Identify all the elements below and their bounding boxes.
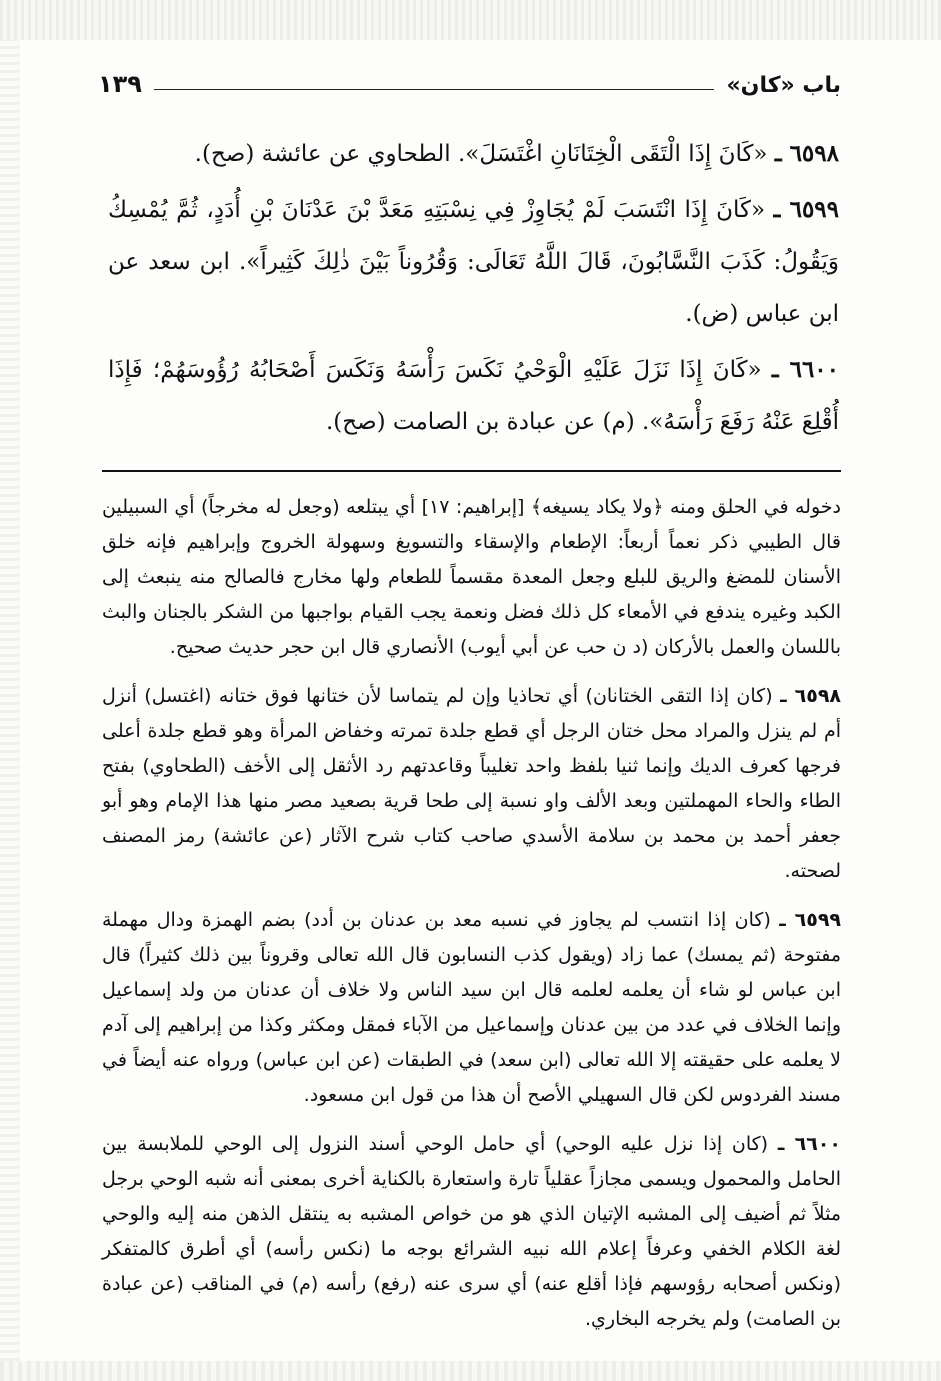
- hadith-number: ٦٥٩٨ ـ: [774, 140, 839, 167]
- footnote-number: ٦٥٩٩ ـ: [779, 909, 842, 931]
- hadith-number: ٦٥٩٩ ـ: [773, 196, 840, 223]
- hadith-entries: [108, 128, 839, 452]
- hadith-text: «كَانَ إِذَا نَزَلَ عَلَيْهِ الْوَحْيُ نَكَسَ رَأْسَهُ وَنَكَسَ أَصْحَابُهُ رُؤُوسَهُمْ؛ فَإِذَا أُقْلِعَ عَنْهُ رَفَعَ رَأْسَهُ».: [108, 357, 839, 435]
- scan-edge-bottom: [0, 1361, 941, 1381]
- footnote-paragraph: [102, 903, 841, 1113]
- footnote-paragraph: [102, 679, 841, 889]
- commentary-footnotes: [102, 490, 841, 1351]
- footnote-text: (كان إذا نزل عليه الوحي) أي حامل الوحي أسند النزول إلى الوحي للملابسة بين الحامل والمحمول ويسمى مجازاً عقلياً تارة واستعارة بالكناية أخرى بمعنى أنه شبه الوحي برجل مثلاً ثم أضيف إلى المشبه الإتيان الذي هو من خواص المشبه به ينتقل الذهن منه إليه والوحي لغة الكلام الخفي وعرفاً إعلام الله نبيه الشرائع بوجه ما (نكس رأسه) أي أطرق كالمتفكر (ونكس أصحابه رؤوسهم فإذا أقلع عنه) أي سرى عنه (رفع) رأسه (م) في المناقب (عن عبادة بن الصامت) ولم يخرجه البخاري.: [102, 1133, 841, 1330]
- footnote-text: دخوله في الحلق ومنه ﴿ولا يكاد يسيغه﴾ [إبراهيم: ١٧] أي يبتلعه (وجعل له مخرجاً) أي السبيلين قال الطيبي ذكر نعماً أربعاً: الإطعام والإسقاء والتسويغ وسهولة الخروج وإبراهيم فإنه خلق الأسنان للمضغ والريق للبلع وجعل المعدة مقسماً للطعام ولها مخارج فالصالح منه ينبعث إلى الكبد وغيره يندفع في الأمعاء كل ذلك فضل ونعمة يجب القيام بواجبها من الشكر بالجنان والبث باللسان والعمل بالأركان (د ن حب عن أبي أيوب) الأنصاري قال ابن حجر حديث صحيح.: [102, 496, 841, 658]
- scan-edge-left: [0, 40, 20, 1361]
- footnote-paragraph: [102, 490, 841, 665]
- footnote-text: (كان إذا التقى الختانان) أي تحاذيا وإن لم يتماسا لأن ختانها فوق ختانه (اغتسل) أنزل أم لم ينزل والمراد محل ختان الرجل أي قطع جلدة تمرته وخفاض المرأة وهو قطع جلدة أعلى فرجها كعرف الديك وإنما ثنيا بلفظ واحد تغليباً وقاعدتهم رد الأثقل إلى الأخف (الطحاوي) بفتح الطاء والحاء المهملتين وبعد الألف واو نسبة إلى طحا قرية بصعيد مصر منها هذا الإمام وهو أبو جعفر أحمد بن محمد بن سلامة الأسدي صاحب كتاب شرح الآثار (عن عائشة) رمز المصنف لصحته.: [102, 685, 841, 882]
- footnote-divider: [102, 470, 841, 472]
- running-header: [98, 62, 841, 98]
- hadith-entry: [108, 184, 839, 340]
- hadith-source: الطحاوي عن عائشة (صح).: [194, 141, 451, 167]
- hadith-number: ٦٦٠٠ ـ: [771, 356, 840, 383]
- hadith-text: «كَانَ إِذَا انْتَسَبَ لَمْ يُجَاوِزْ فِي نِسْبَتِهِ مَعَدَّ بْنَ عَدْنَانَ بْنِ أُدَدٍ، ثُمَّ يُمْسِكُ وَيَقُولُ: كَذَبَ النَّسَّابُونَ، قَالَ اللَّهُ تَعَالَى: وَقُرُوناً بَيْنَ ذٰلِكَ كَثِيراً».: [108, 197, 840, 275]
- hadith-source: ابن سعد عن ابن عباس (ض).: [108, 249, 839, 327]
- header-rule: [154, 89, 715, 90]
- hadith-text: «كَانَ إِذَا الْتَقَى الْخِتَانَانِ اغْتَسَلَ».: [458, 141, 768, 167]
- footnote-number: ٦٦٠٠ ـ: [777, 1133, 841, 1155]
- hadith-source: (م) عن عبادة بن الصامت (صح).: [325, 409, 635, 435]
- footnote-paragraph: [102, 1127, 841, 1337]
- page-number: ١٣٩: [98, 70, 142, 98]
- footnote-number: ٦٥٩٨ ـ: [780, 685, 842, 707]
- scan-edge-top: [0, 0, 941, 40]
- hadith-entry: [108, 128, 839, 180]
- hadith-entry: [108, 344, 839, 448]
- chapter-title: باب «كان»: [726, 73, 841, 98]
- footnote-text: (كان إذا انتسب لم يجاوز في نسبه معد بن عدنان بن أدد) بضم الهمزة ودال مهملة مفتوحة (ثم يمسك) عما زاد (ويقول كذب النسابون قال الله تعالى وقروناً بين ذلك كثيراً) قال ابن عباس لو شاء أن يعلمه لعلمه قال ابن سيد الناس ولا خلاف أن عدنان من ولد إسماعيل وإنما الخلاف في عدد من بين عدنان وإسماعيل من الآباء فمقل ومكثر وكذا من إبراهيم إلى آدم لا يعلمه على حقيقته إلا الله تعالى (ابن سعد) في الطبقات (عن ابن عباس) ورواه عنه أيضاً في مسند الفردوس لكن قال السهيلي الأصح أن هذا من قول ابن مسعود.: [102, 909, 841, 1106]
